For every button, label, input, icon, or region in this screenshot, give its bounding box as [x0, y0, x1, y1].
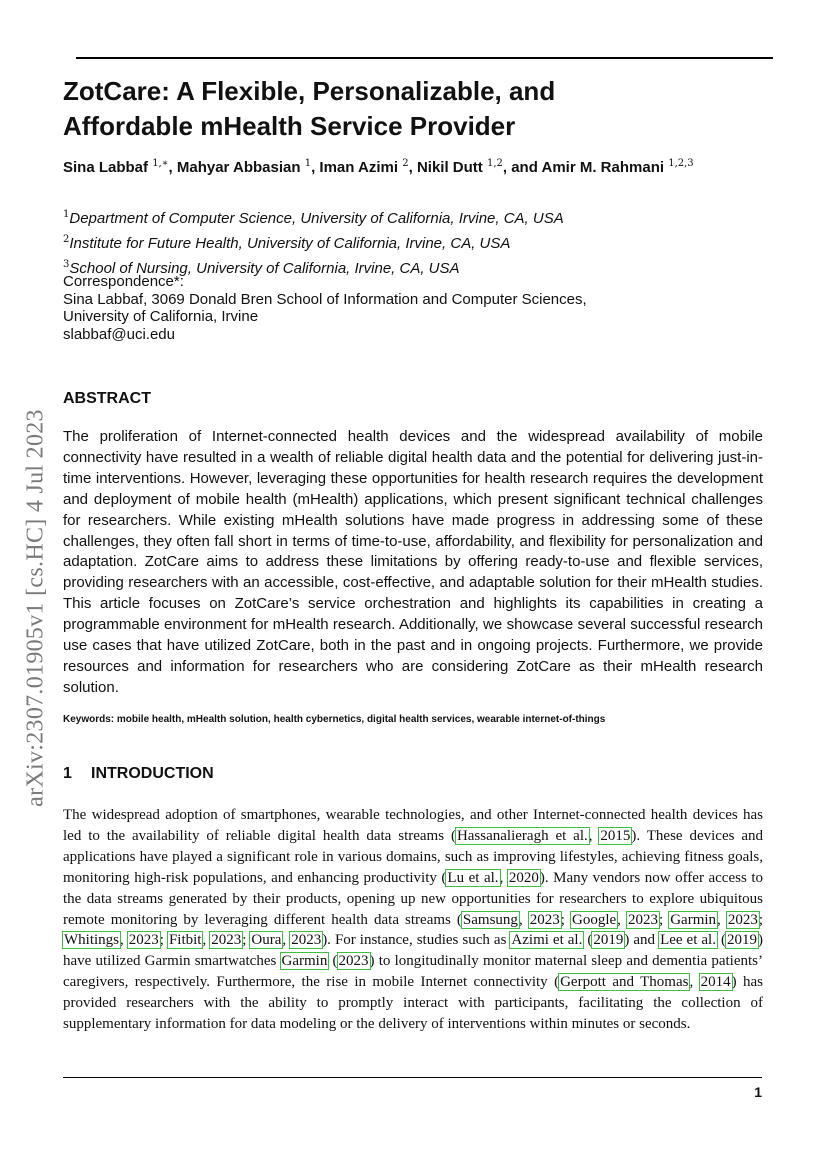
- title-line-1: ZotCare: A Flexible, Personalizable, and: [63, 76, 556, 106]
- author-affil-sup: 1,2: [486, 158, 503, 169]
- affiliation-list: [63, 204, 763, 279]
- citation-link[interactable]: Google: [571, 911, 617, 928]
- citation-link[interactable]: 2014: [700, 974, 731, 991]
- page-number: 1: [754, 1084, 762, 1100]
- section-title: INTRODUCTION: [91, 765, 214, 782]
- citation-link[interactable]: Hassanalieragh et al.: [456, 827, 588, 844]
- author-name: Sina Labbaf: [63, 159, 149, 176]
- citation-link[interactable]: 2020: [508, 869, 539, 886]
- arxiv-stamp: arXiv:2307.01905v1 [cs.HC] 4 Jul 2023: [22, 409, 49, 807]
- correspondence-email[interactable]: slabbaf@uci.edu: [63, 325, 175, 343]
- citation-link[interactable]: 2015: [600, 827, 631, 844]
- author-name: Iman Azimi: [319, 159, 399, 176]
- correspondence-address-line: Sina Labbaf, 3069 Donald Bren School of Information and Computer Sciences,: [63, 290, 587, 308]
- abstract-heading: ABSTRACT: [63, 390, 151, 407]
- author-sep: ,: [408, 159, 417, 176]
- abstract-text: The proliferation of Internet-connected health devices and the widespread availability of mobile connectivity have resulted in a wealth of reliable digital health data and the potential for delivering just-in-time interventions. However, leveraging these opportunities for health research requires the development and deployment of mobile health (mHealth) applications, which present significant technical challenges for researchers. While existing mHealth solutions have made progress in addressing some of these challenges, they often fall short in terms of time-to-use, affordability, and flexibility for personalization and adaptation. ZotCare aims to address these limitations by offering ready-to-use and flexible services, providing researchers with an accessible, cost-effective, and adaptable solution for their mHealth studies. This article focuses on ZotCare’s service orchestration and highlights its capabilities in creating a programmable environment for mHealth research. Additionally, we showcase several successful research use cases that have utilized ZotCare, both in the past and in ongoing projects. Furthermore, we provide resources and information for researchers who are considering ZotCare as their mHealth research solution.: [63, 428, 763, 696]
- affiliation-number: 3: [63, 259, 70, 270]
- affiliation: [63, 204, 763, 229]
- author-list: [63, 152, 763, 180]
- author-sep: ,: [168, 159, 177, 176]
- citation-link[interactable]: 2023: [727, 911, 758, 928]
- author-name: Mahyar Abbasian: [176, 159, 301, 176]
- introduction-paragraph: The widespread adoption of smartphones, wearable technologies, and other Internet-connected health devices has led to the availability of reliable digital health data streams (Hassanalieragh et al., 2015). These devices and applications have played a significant role in various domains, such as improving lifestyles, achieving fitness goals, monitoring high-risk populations, and enhancing productivity (Lu et al., 2020). Many vendors now offer access to the data streams generated by their products, opening up new opportunities for researchers to explore ubiquitous remote monitoring by leveraging different health data streams (Samsung, 2023; Google, 2023; Garmin, 2023; Whitings, 2023; Fitbit, 2023; Oura, 2023). For instance, studies such as Azimi et al. (2019) and Lee et al. (2019) have utilized Garmin smartwatches Garmin (2023) to longitudinally monitor maternal sleep and dementia patients’ caregivers, respectively. Furthermore, the rise in mobile Internet connectivity (Gerpott and Thomas, 2014) has provided researchers with the ability to promptly interact with participants, facilitating the collection of supplementary information for data modeling or the delivery of interventions within minutes or seconds.: [63, 807, 764, 1033]
- citation-link[interactable]: Oura: [251, 932, 282, 949]
- affiliation-text: Institute for Future Health, University of California, Irvine, CA, USA: [69, 235, 511, 252]
- correspondence-label: Correspondence*:: [63, 273, 184, 290]
- affiliation-number: 2: [63, 234, 70, 245]
- top-rule: [76, 57, 773, 59]
- author-affil-sup: 1,2,3: [668, 158, 694, 169]
- citation-link[interactable]: Fitbit: [168, 932, 202, 949]
- bottom-rule: [63, 1077, 762, 1078]
- citation-link[interactable]: 2023: [291, 932, 322, 949]
- citation-link[interactable]: Azimi et al.: [511, 932, 583, 949]
- author-name: Amir M. Rahmani: [541, 159, 665, 176]
- citation-link[interactable]: Whitings: [64, 932, 119, 949]
- citation-link[interactable]: 2023: [128, 932, 159, 949]
- author-affil-sup: 2: [402, 158, 409, 169]
- correspondence-address-line: University of California, Irvine: [63, 308, 259, 325]
- affiliation-text: Department of Computer Science, University of California, Irvine, CA, USA: [69, 210, 564, 227]
- citation-link[interactable]: Samsung: [462, 911, 518, 928]
- citation-link[interactable]: 2023: [211, 932, 242, 949]
- section-heading: [63, 765, 214, 783]
- citation-link[interactable]: Garmin: [670, 911, 717, 928]
- citation-link[interactable]: 2023: [338, 953, 369, 970]
- citation-link[interactable]: Gerpott and Thomas: [560, 974, 689, 991]
- affiliation-text: School of Nursing, University of California, Irvine, CA, USA: [69, 260, 460, 277]
- affiliation: [63, 229, 763, 254]
- paper-title: [63, 74, 763, 144]
- correspondence-block: [63, 273, 763, 343]
- citation-link[interactable]: Garmin: [281, 953, 328, 970]
- citation-link[interactable]: 2023: [627, 911, 658, 928]
- author-sep: ,: [311, 159, 320, 176]
- citation-link[interactable]: Lu et al.: [447, 869, 499, 886]
- affiliation-number: 1: [63, 209, 70, 220]
- author-name: Nikil Dutt: [416, 159, 483, 176]
- citation-link[interactable]: 2019: [593, 932, 624, 949]
- keywords: Keywords: mobile health, mHealth solution, health cybernetics, digital health services, wearable internet-of-things: [63, 714, 606, 725]
- author-sep: , and: [502, 159, 542, 176]
- title-line-2: Affordable mHealth Service Provider: [63, 111, 516, 141]
- citation-link[interactable]: Lee et al.: [660, 932, 716, 949]
- author-affil-sup: 1,∗: [152, 158, 169, 169]
- citation-link[interactable]: 2023: [529, 911, 560, 928]
- section-number: 1: [63, 765, 72, 782]
- citation-link[interactable]: 2019: [727, 932, 757, 949]
- author-affil-sup: 1: [304, 158, 312, 169]
